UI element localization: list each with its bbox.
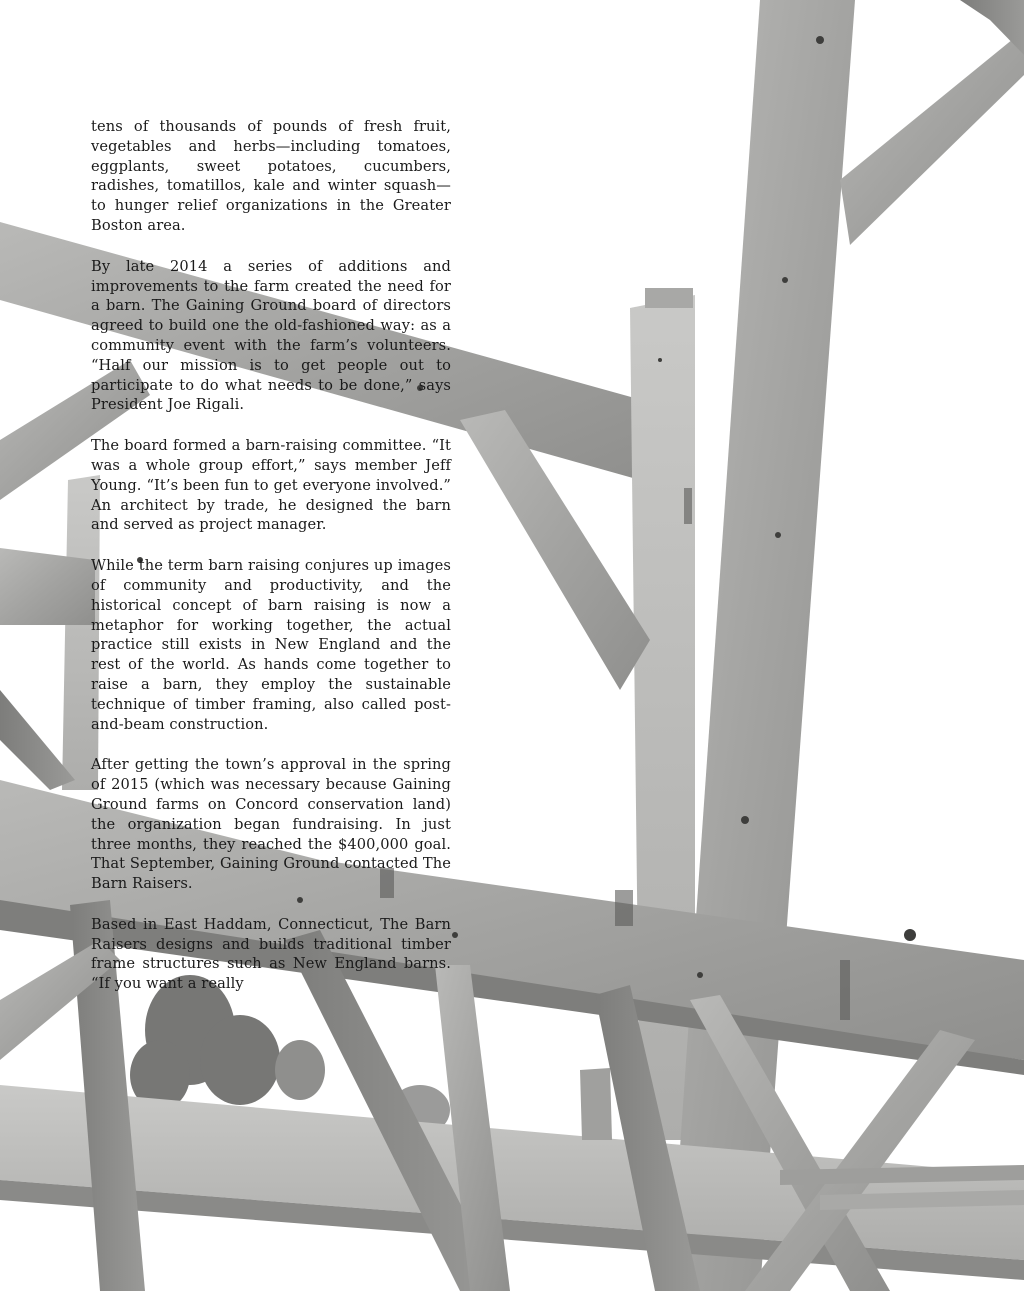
paragraph: After getting the town’s approval in the spring of 2015 (which was necessary because Gaining Ground farms on Concord conservation land) the organization began fundraising. In just three months, they reached the $400,000 goal. That September, Gaining Ground contacted The Barn Raisers. xyxy=(91,756,451,893)
paragraph: tens of thousands of pounds of fresh fruit, vegetables and herbs—including tomatoes, eggplants, sweet potatoes, cucumbers, radishes, tomatillos, kale and winter squash—to hunger relief organizations in the Greater Boston area. xyxy=(91,118,451,234)
paragraph: Based in East Haddam, Connecticut, The Barn Raisers designs and builds traditional timber frame structures such as New England barns. “If you want a really xyxy=(91,915,451,993)
article-column xyxy=(91,117,451,993)
paragraph: By late 2014 a series of additions and improvements to the farm created the need for a barn. The Gaining Ground board of directors agreed to build one the old-fashioned way: as a community event with the farm’s volunteers. “Half our mission is to get people out to participate to do what needs to be done,” says President Joe Rigali. xyxy=(91,257,451,414)
paragraph: The board formed a barn-raising committee. “It was a whole group effort,” says member Jeff Young. “It’s been fun to get everyone involved.” An architect by trade, he designed the barn and served as project manager. xyxy=(91,437,451,534)
paragraph: While the term barn raising conjures up images of community and productivity, and the historical concept of barn raising is now a metaphor for working together, the actual practice still exists in New England and the rest of the world. As hands come together to raise a barn, they employ the sustainable technique of timber framing, also called post-and-beam construction. xyxy=(91,557,451,733)
